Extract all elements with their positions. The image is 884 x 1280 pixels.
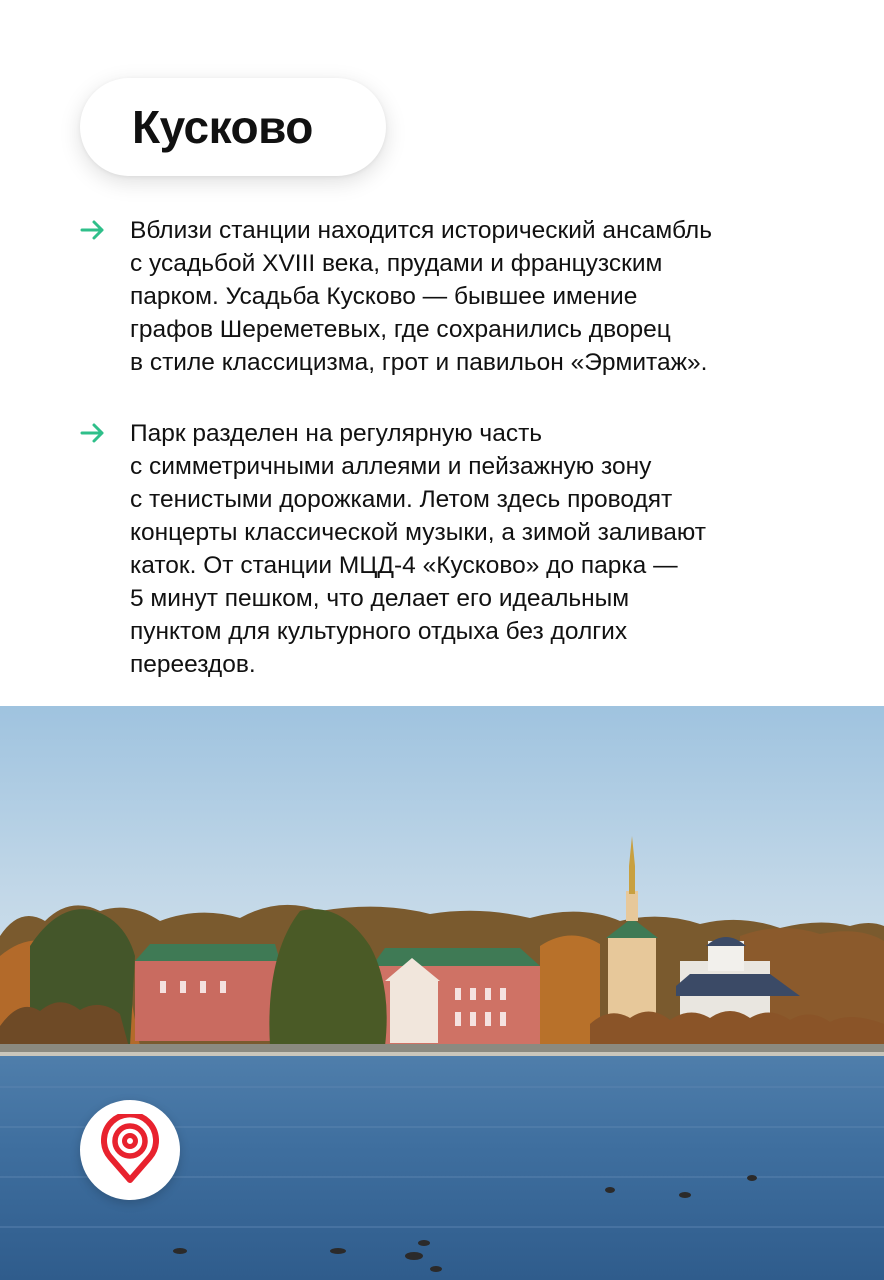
- moscow-metro-pin-logo-icon: [80, 1100, 180, 1200]
- bullet-item: [80, 214, 840, 379]
- arrow-right-icon: [80, 421, 106, 445]
- bullet-item: [80, 417, 840, 681]
- page-title: Кусково: [132, 101, 313, 153]
- paragraph-text: Вблизи станции находится исторический ансамбль с усадьбой XVIII века, прудами и французским парком. Усадьба Кусково — бывшее имение графов Шереметевых, где сохранились дворец в стиле классицизма, грот и павильон «Эрмитаж».: [130, 217, 712, 376]
- arrow-right-icon: [80, 218, 106, 242]
- metro-pin-icon: [96, 1114, 164, 1186]
- title-pill: [80, 78, 386, 176]
- paragraph-text: Парк разделен на регулярную часть с симметричными аллеями и пейзажную зону с тенистыми дорожками. Летом здесь проводят концерты классической музыки, а зимой заливают каток. От станции МЦД-4 «Кусково» до парка — 5 минут пешком, что делает его идеальным пунктом для культурного отдыха без долгих переездов.: [130, 420, 706, 678]
- bullet-list: [80, 214, 840, 719]
